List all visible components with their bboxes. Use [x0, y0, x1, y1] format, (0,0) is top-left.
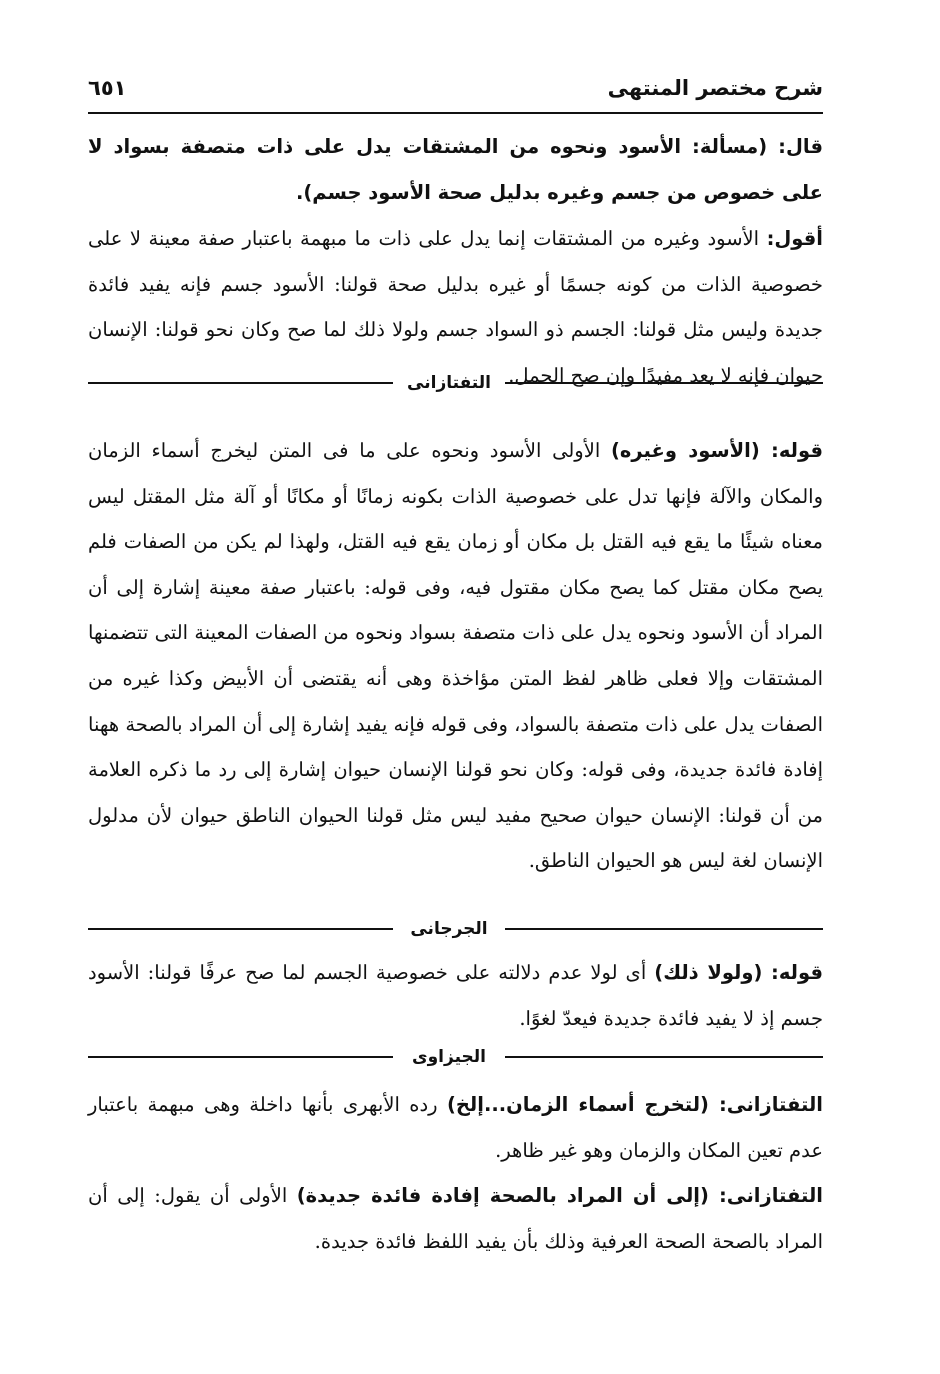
- section-label-taftazani: التفتازانى: [407, 373, 491, 393]
- book-title: شرح مختصر المنتهى: [607, 76, 823, 100]
- matn-block: [88, 124, 823, 215]
- sharh-lead: أقول:: [766, 227, 823, 250]
- section-label-jurjani: الجرجانى: [410, 919, 488, 939]
- jizawi-p1-quote: (لتخرج أسماء الزمان...إلخ): [446, 1093, 719, 1116]
- jurjani-text: أى لولا عدم دلالته على خصوصية الجسم لما صح عرفًا قولنا: الأسود جسم إذ لا يفيد فائدة جديدة فيعدّ لغوًا.: [88, 961, 823, 1030]
- page-number: ٦٥١: [88, 76, 127, 100]
- sharh-text: الأسود وغيره من المشتقات إنما يدل على ذات ما مبهمة باعتبار صفة معينة لا على خصوصية الذات من كونه جسمًا أو غيره بدليل صحة قولنا: الأسود جسم فإنه يفيد فائدة جديدة وليس مثل قولنا: الجسم ذو السواد جسم ولولا ذلك لما صح وكان نحو قولنا: الإنسان حيوان فإنه لا يعد مفيدًا وإن صح الحمل.: [88, 227, 823, 387]
- taftazani-paragraph: [88, 428, 823, 884]
- jizawi-block: [88, 1082, 823, 1264]
- jurjani-lead: قوله: (ولولا ذلك): [654, 961, 823, 984]
- divider-line: [88, 928, 393, 930]
- jizawi-p1-lead: التفتازانى:: [718, 1093, 823, 1116]
- jizawi-p2-quote: (إلى أن المراد بالصحة إفادة فائدة جديدة): [296, 1184, 719, 1208]
- taftazani-lead: قوله: (الأسود وغيره): [610, 439, 824, 462]
- divider-line: [505, 928, 823, 930]
- taftazani-text: الأولى الأسود ونحوه على ما فى المتن ليخرج أسماء الزمان والمكان والآلة فإنها تدل على خصوصية الذات بكونه زمانًا أو مكانًا أو آلة مثل المقتل ليس معناه شيئًا ما يقع فيه القتل بل مكان أو زمان يقع فيه القتل، ولهذا لم يكن من الصفات فلم يصح مكان مقتل كما يصح مكان مقتول فيه، وفى قوله: باعتبار صفة معينة إشارة إلى أن المراد أن الأسود ونحوه يدل على ذات متصفة بسواد ونحوه من الصفات المعينة التى تتضمنها المشتقات وإلا فعلى ظاهر لفظ المتن مؤاخذة وهى أنه يقتضى أن الأبيض وكذا غيره من الصفات يدل على ذات متصفة بالسواد، وفى قوله فإنه يفيد إشارة إلى أن المراد بالصحة ههنا إفادة فائدة جديدة، وفى قوله: وكان نحو قولنا الإنسان حيوان إشارة إلى رد ما ذكره العلامة من أن قولنا: الإنسان حيوان صحيح مفيد ليس مثل قولنا الحيوان الناطق حيوان لأن مدلول الإنسان لغة ليس هو الحيوان الناطق.: [88, 439, 823, 873]
- header-rule: [88, 112, 823, 114]
- jurjani-paragraph: [88, 950, 823, 1041]
- divider-taftazani: [88, 370, 823, 396]
- divider-jizawi: [88, 1044, 823, 1070]
- section-label-jizawi: الجيزاوى: [412, 1047, 486, 1067]
- jizawi-paragraph-2: [88, 1173, 823, 1264]
- running-header: [88, 70, 823, 110]
- matn-text: قال: (مسألة: الأسود ونحوه من المشتقات يدل على ذات متصفة بسواد لا على خصوص من جسم وغيره بدليل صحة الأسود جسم).: [88, 135, 823, 204]
- jizawi-paragraph-1: [88, 1082, 823, 1173]
- divider-jurjani: [88, 916, 823, 942]
- divider-line: [505, 1056, 823, 1058]
- jizawi-p2-text: الأولى أن يقول: إلى أن المراد بالصحة الصحة العرفية وذلك بأن يفيد اللفظ فائدة جديدة.: [88, 1184, 823, 1253]
- taftazani-block: [88, 428, 823, 884]
- divider-line: [88, 382, 393, 384]
- divider-line: [88, 1056, 393, 1058]
- jizawi-p2-lead: التفتازانى:: [718, 1184, 823, 1208]
- divider-line: [505, 382, 823, 384]
- jurjani-block: [88, 950, 823, 1041]
- jizawi-p1-text: رده الأبهرى بأنها داخلة وهى مبهمة باعتبار عدم تعين المكان والزمان وهو غير ظاهر.: [88, 1093, 823, 1162]
